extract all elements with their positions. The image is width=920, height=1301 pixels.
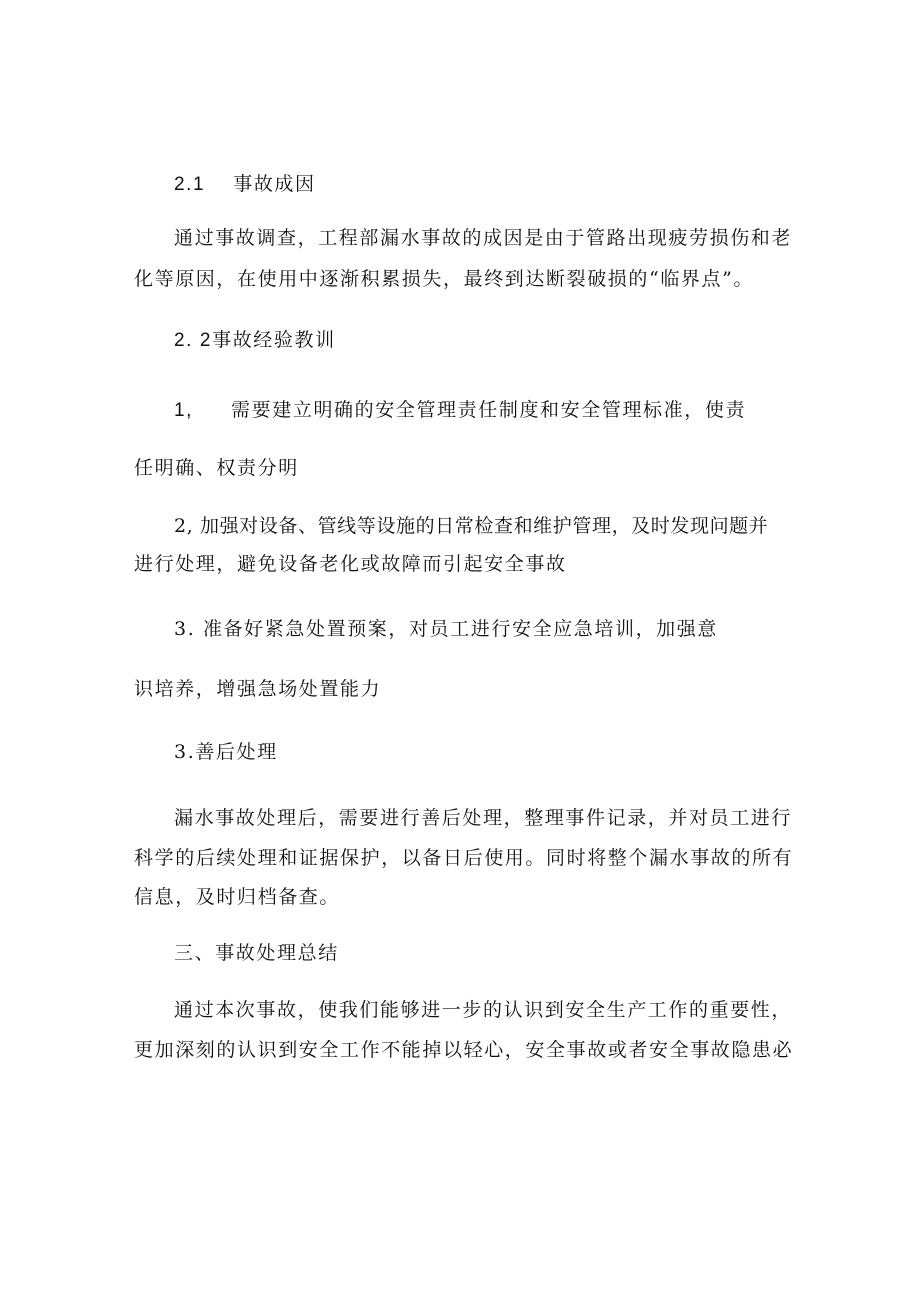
list-text: 需要建立明确的安全管理责任制度和安全管理标准，使责 — [231, 399, 747, 421]
lesson-item-1 — [174, 398, 746, 423]
paragraph-line: 化等原因，在使用中逐渐积累损失，最终到达断裂破损的“临界点”。 — [134, 268, 755, 290]
paragraph-line: 通过事故调查，工程部漏水事故的成因是由于管路出现疲劳损伤和老 — [174, 227, 793, 249]
section-number: 2.1 — [174, 174, 206, 195]
paragraph-line: 更加深刻的认识到安全工作不能掉以轻心，安全事故或者安全事故隐患必 — [134, 1039, 794, 1061]
section-heading-2-2 — [174, 328, 336, 353]
paragraph-line: 识培养，增强急场处置能力 — [134, 678, 382, 700]
lesson-item-3: 3. 准备好紧急处置预案，对员工进行安全应急培训，加强意 — [174, 618, 718, 640]
section-heading-summary: 三、事故处理总结 — [174, 942, 339, 964]
section-number: 2. 2 — [174, 330, 213, 351]
lesson-item-2: 2, 加强对设备、管线等设施的日常检查和维护管理，及时发现问题并 — [174, 515, 769, 537]
paragraph-line: 通过本次事故，使我们能够进一步的认识到安全生产工作的重要性， — [174, 999, 793, 1021]
paragraph-line: 漏水事故处理后，需要进行善后处理，整理事件记录，并对员工进行 — [174, 807, 793, 829]
section-title: 事故经验教训 — [212, 329, 336, 351]
paragraph-line: 信息，及时归档备查。 — [134, 886, 341, 908]
paragraph-line: 进行处理，避免设备老化或故障而引起安全事故 — [134, 553, 567, 575]
paragraph-line: 科学的后续处理和证据保护，以备日后使用。同时将整个漏水事故的所有 — [134, 847, 794, 869]
section-heading-2-1 — [174, 172, 316, 197]
section-heading-3: 3.善后处理 — [174, 741, 278, 763]
paragraph-line: 任明确、权责分明 — [134, 457, 299, 479]
section-title: 事故成因 — [233, 173, 316, 195]
list-number: 1, — [174, 400, 194, 421]
